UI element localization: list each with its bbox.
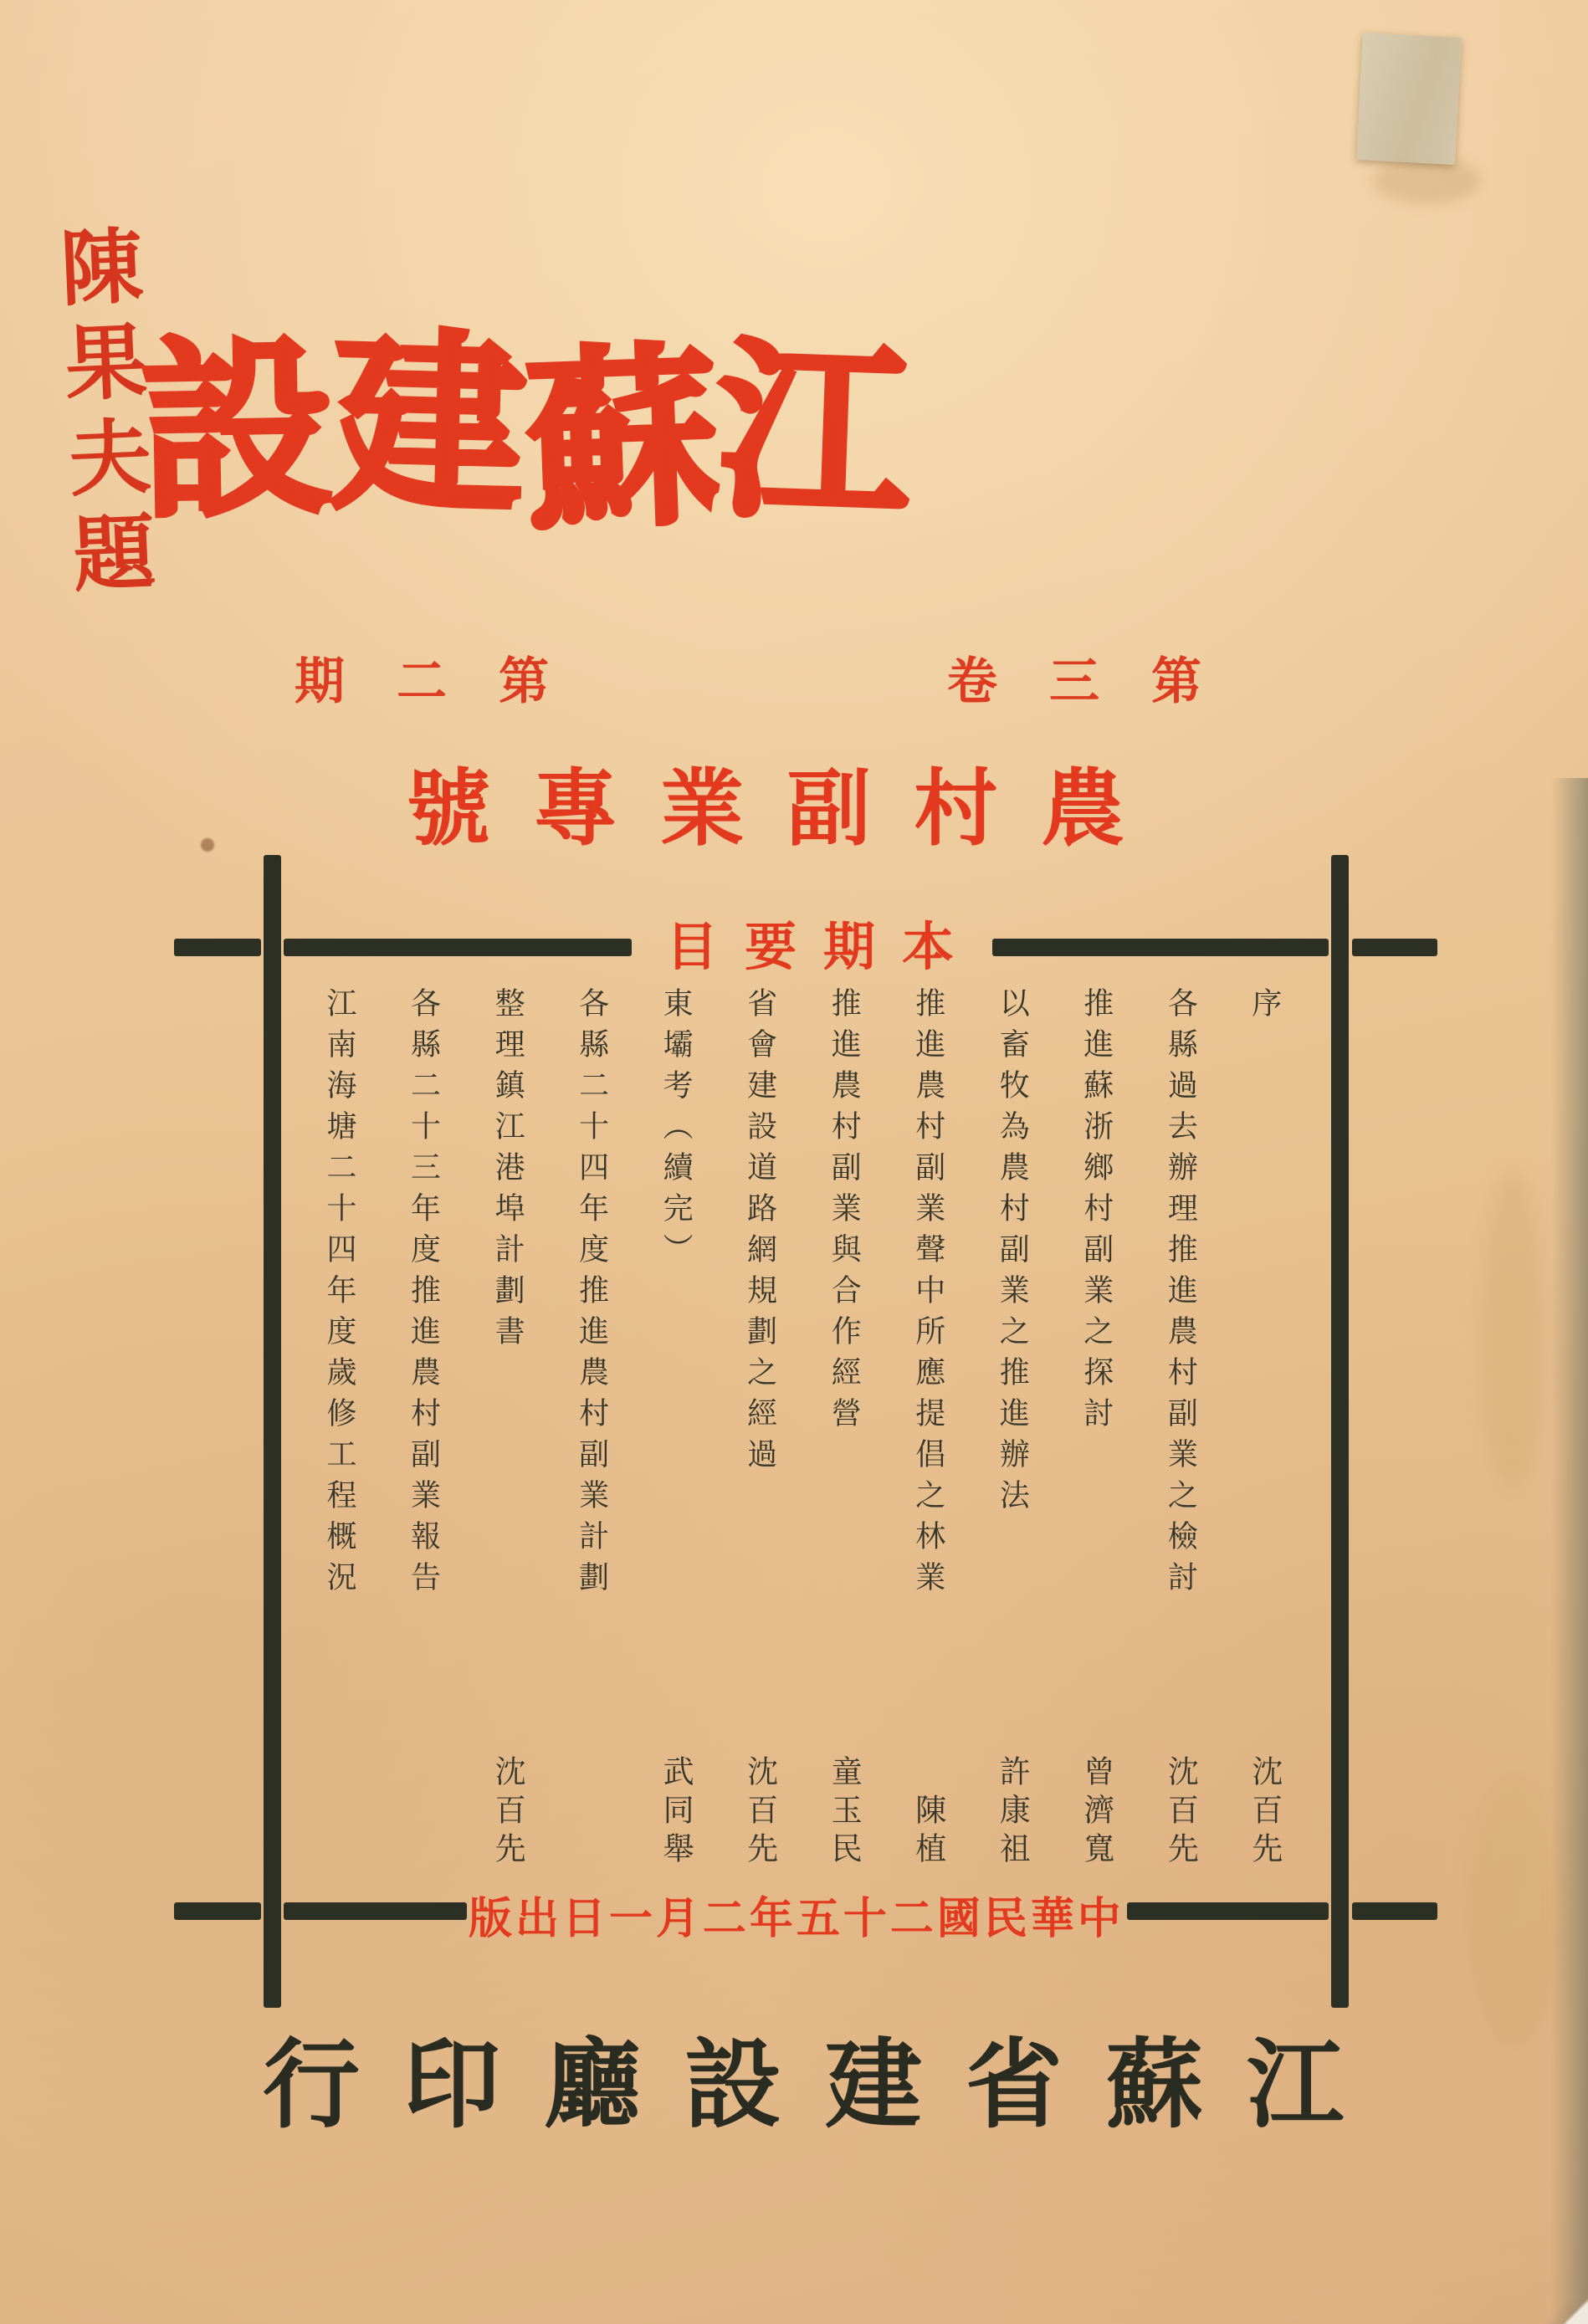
toc-box-bottom-rule	[1352, 1902, 1437, 1920]
char-glyph: 二	[397, 653, 447, 711]
publisher-imprint	[263, 2018, 1344, 2142]
toc-entry	[320, 987, 357, 1871]
char-glyph: 一	[608, 1892, 653, 1944]
toc-box-top-rule	[174, 939, 261, 956]
char-glyph: 月	[655, 1892, 699, 1944]
char-glyph: 十	[843, 1892, 887, 1944]
toc-entry	[1161, 987, 1198, 1871]
paper-stain	[201, 838, 214, 852]
char-glyph: 江	[713, 316, 914, 550]
toc-box-top-rule	[992, 939, 1329, 956]
toc-entry-title: 東壩考︵續完︶	[658, 987, 694, 1274]
char-glyph: 業	[660, 759, 745, 857]
toc-entry	[1246, 987, 1283, 1871]
char-glyph: 中	[1077, 1892, 1121, 1944]
toc-box-top-rule	[1352, 939, 1437, 956]
volume-issue-line	[295, 644, 1201, 711]
special-issue-banner	[407, 755, 1124, 857]
toc-entry	[657, 987, 694, 1871]
toc-entry-title: 各縣過去辦理推進農村副業之檢討	[1163, 987, 1198, 1602]
char-glyph: 副	[786, 759, 871, 857]
char-glyph: 三	[1049, 653, 1099, 711]
toc-entry	[489, 987, 525, 1871]
char-glyph: 期	[295, 653, 345, 711]
toc-entry-author: 沈百先	[741, 1755, 778, 1871]
toc-entry-author: 童玉民	[826, 1755, 863, 1871]
char-glyph: 設	[684, 2027, 781, 2142]
publication-date	[469, 1887, 1121, 1944]
page-edge-shadow	[1551, 778, 1588, 2324]
toc-entry-title: 整理鎮江港埠計劃書	[490, 987, 525, 1356]
toc-entry-author: 武同舉	[658, 1755, 694, 1871]
char-glyph: 期	[822, 915, 875, 977]
toc-entry-author: 沈百先	[1162, 1755, 1199, 1871]
volume-label	[947, 642, 1201, 714]
char-glyph: 第	[1151, 653, 1201, 711]
toc-entry-title: 以畜牧為農村副業之推進辦法	[995, 987, 1030, 1520]
inscription-chen-guofu: 陳果夫題	[44, 222, 158, 608]
char-glyph: 省	[966, 2027, 1063, 2142]
char-glyph: 二	[889, 1892, 934, 1944]
char-glyph: 日	[561, 1892, 606, 1944]
toc-entry	[741, 987, 778, 1871]
char-glyph: 行	[263, 2027, 360, 2142]
toc-entry-author: 曾濟寬	[1078, 1755, 1114, 1871]
toc-entry-author: 沈百先	[1246, 1755, 1283, 1871]
char-glyph: 出	[515, 1892, 559, 1944]
toc-entry-title: 各縣二十四年度推進農村副業計劃	[574, 987, 609, 1602]
toc-box-bottom-rule	[1127, 1902, 1329, 1920]
toc-entry	[993, 987, 1030, 1871]
tape-scrap	[1356, 33, 1462, 165]
char-glyph: 村	[914, 759, 998, 857]
toc-box-bottom-rule	[284, 1902, 467, 1920]
char-glyph: 號	[407, 759, 490, 857]
toc-box-top-rule	[284, 939, 632, 956]
toc-entry	[573, 987, 610, 1871]
toc-entry	[909, 987, 946, 1871]
paper-stain	[1372, 157, 1481, 204]
char-glyph: 農	[1040, 759, 1124, 857]
char-glyph: 本	[901, 915, 954, 977]
toc-entry-author: 陳植	[909, 1794, 946, 1871]
toc-box-bottom-rule	[174, 1902, 261, 1920]
toc-entry-title: 序	[1247, 987, 1282, 1028]
char-glyph: 民	[983, 1892, 1027, 1944]
char-glyph: 江	[1247, 2027, 1344, 2142]
toc-entry-author: 許康祖	[994, 1755, 1031, 1871]
char-glyph: 印	[403, 2027, 500, 2142]
toc-entry-title: 江南海塘二十四年度歲修工程概況	[322, 987, 356, 1602]
issue-label	[295, 642, 549, 714]
char-glyph: 二	[702, 1892, 746, 1944]
toc-heading	[666, 912, 954, 977]
char-glyph: 蘇	[522, 323, 723, 556]
char-glyph: 專	[533, 759, 617, 857]
toc-box-left-rule	[264, 855, 281, 2008]
char-glyph: 五	[796, 1892, 840, 1944]
char-glyph: 卷	[947, 653, 997, 711]
char-glyph: 華	[1030, 1892, 1074, 1944]
magazine-title	[138, 241, 914, 582]
toc-entry-title: 各縣二十三年度推進農村副業報告	[406, 987, 441, 1602]
paper-stain	[1479, 1171, 1546, 1489]
char-glyph: 版	[469, 1892, 513, 1944]
char-glyph: 目	[666, 915, 719, 977]
toc-entry	[1078, 987, 1114, 1871]
char-glyph: 建	[330, 309, 529, 540]
toc-entry-title: 推進農村副業與合作經營	[827, 987, 862, 1438]
char-glyph: 第	[499, 653, 549, 711]
char-glyph: 設	[138, 315, 336, 545]
toc-entry-title: 省會建設道路網規劃之經過	[742, 987, 777, 1479]
char-glyph: 年	[749, 1892, 793, 1944]
toc-box-right-rule	[1331, 855, 1349, 2008]
char-glyph: 蘇	[1106, 2027, 1203, 2142]
char-glyph: 廳	[544, 2027, 641, 2142]
char-glyph: 建	[825, 2027, 922, 2142]
toc-entry	[825, 987, 862, 1871]
toc-entry-title: 推進農村副業聲中所應提倡之林業	[910, 987, 945, 1602]
toc-entries	[320, 987, 1283, 1871]
toc-entry	[405, 987, 442, 1871]
char-glyph: 國	[936, 1892, 981, 1944]
char-glyph: 要	[744, 915, 797, 977]
page-corner-lift	[1538, 2265, 1588, 2324]
paper-stain	[1468, 1774, 1560, 2050]
toc-entry-title: 推進蘇浙鄉村副業之探討	[1078, 987, 1114, 1438]
toc-entry-author: 沈百先	[489, 1755, 526, 1871]
